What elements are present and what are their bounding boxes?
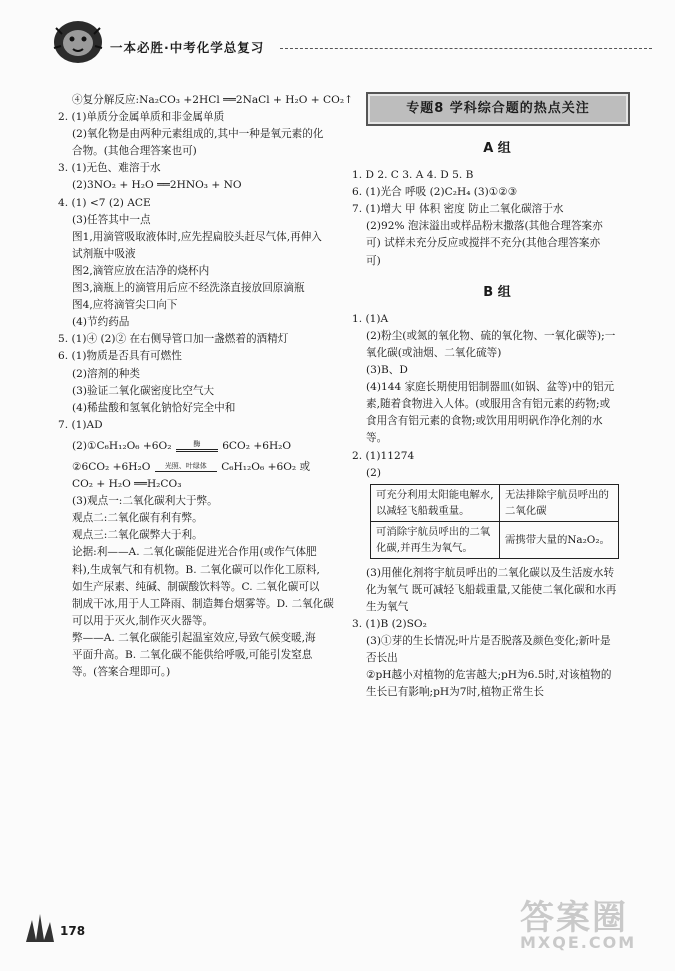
header-title: 一本必胜·中考化学总复习 — [110, 40, 265, 55]
header-divider — [280, 48, 652, 49]
text-line: 可) 试样未充分反应或搅拌不充分(其他合理答案亦 — [366, 237, 601, 250]
text-line: (3)B、D — [366, 364, 408, 377]
text-line: 合物。(其他合理答案也可) — [72, 145, 197, 158]
text-line: 6. (1)光合 呼吸 (2)C₂H₄ (3)①②③ — [352, 186, 518, 199]
text-line: 观点三:二氧化碳弊大于利。 — [72, 529, 203, 542]
text-line: 可) — [366, 254, 381, 267]
text-line: 图3,滴瓶上的滴管用后应不经洗涤直接放回原滴瓶 — [72, 282, 305, 295]
text-line: 如生产尿素、纯碱、制碳酸饮料等。C. 二氧化碳可以 — [72, 580, 320, 593]
watermark — [520, 890, 636, 952]
text-line: 2. (1)11274 — [352, 449, 415, 462]
table-cell: 需携带大量的Na₂O₂。 — [500, 521, 619, 558]
reaction-condition: 光照、叶绿体 — [164, 461, 207, 470]
right-column — [352, 92, 642, 701]
text-line: (2)粉尘(或氮的氧化物、硫的氧化物、一氧化碳等);一 — [366, 329, 616, 342]
table-row — [371, 521, 619, 558]
text-line: 3. (1)无色、难溶于水 — [58, 162, 161, 175]
equation-products: 6CO₂ +6H₂O — [222, 439, 292, 452]
equation-products: C₆H₁₂O₆ +6O₂ 或 — [221, 460, 311, 473]
text-line: 图1,用滴管吸取液体时,应先捏扁胶头赶尽气体,再伸入 — [72, 230, 322, 243]
text-line: 料),生成氧气和有机物。B. 二氧化碳可以作化工原料, — [72, 563, 320, 576]
text-line: 等。(答案合理即可。) — [72, 666, 171, 679]
text-line: 素,随着食物进入人体。(或服用含有铝元素的药物;或 — [366, 398, 611, 411]
text-line: 观点二:二氧化碳有利有弊。 — [72, 512, 203, 525]
text-line: (2)溶剂的种类 — [72, 367, 140, 380]
text-line: ④复分解反应:Na₂CO₃ +2HCl ══2NaCl + H₂O + CO₂↑ — [72, 94, 353, 106]
text-line: 4. (1) <7 (2) ACE — [58, 196, 151, 209]
text-line: 5. (1)④ (2)② 在右侧导管口加一盏燃着的酒精灯 — [58, 333, 289, 346]
text-line: 7. (1)增大 甲 体积 密度 防止二氧化碳溶于水 — [352, 203, 564, 216]
text-line: 可以用于灭火,制作灭火器等。 — [72, 614, 214, 627]
text-line: (3)①芽的生长情况;叶片是否脱落及颜色变化;新叶是 — [366, 635, 611, 648]
text-line: (2)3NO₂ + H₂O ══2HNO₃ + NO — [72, 179, 242, 192]
text-line: (3)验证二氧化碳密度比空气大 — [72, 384, 215, 397]
text-line: 图4,应将滴管尖口向下 — [72, 299, 178, 312]
reaction-arrow — [176, 440, 218, 452]
text-line: (4)稀盐酸和氢氧化钠恰好完全中和 — [72, 401, 236, 414]
reaction-arrow — [155, 462, 217, 472]
table-cell: 无法排除宇航员呼出的二氧化碳 — [500, 484, 619, 521]
text-line: 图2,滴管应放在洁净的烧杯内 — [72, 264, 210, 277]
text-line: (4)节约药品 — [72, 316, 130, 329]
text-line: (4)144 家庭长期使用铝制器皿(如锅、盆等)中的铝元 — [366, 381, 615, 394]
text-line: (2) — [366, 466, 382, 479]
text-line: 6. (1)物质是否具有可燃性 — [58, 350, 182, 363]
group-b-heading: B 组 — [483, 284, 511, 300]
page-header — [52, 18, 652, 66]
text-line: (3)用催化剂将宇航员呼出的二氧化碳以及生活废水转 — [366, 566, 615, 579]
text-line: 试剂瓶中吸液 — [72, 247, 136, 260]
comparison-table — [370, 484, 619, 559]
equation-reactants: (2)①C₆H₁₂O₆ +6O₂ — [72, 439, 172, 452]
text-line: 氧化碳(或油烟、二氧化硫等) — [366, 346, 502, 359]
text-line: 化为氧气 既可减轻飞船载重量,又能使二氧化碳和水再 — [366, 583, 617, 596]
text-line: 1. D 2. C 3. A 4. D 5. B — [352, 169, 474, 182]
equation-line — [58, 459, 338, 476]
lion-logo-icon — [52, 18, 104, 66]
text-line: 1. (1)A — [352, 312, 389, 325]
page-footer — [24, 910, 104, 950]
text-line: (3)任答其中一点 — [72, 213, 151, 226]
left-column — [58, 92, 353, 681]
text-line: (3)观点一:二氧化碳利大于弊。 — [72, 495, 218, 508]
watermark-url: MXQE.COM — [520, 933, 637, 952]
page-number: 178 — [60, 924, 86, 938]
equation-reactants: ②6CO₂ +6H₂O — [72, 460, 151, 473]
grass-ornament-icon — [24, 910, 60, 944]
text-line: CO₂ + H₂O ══H₂CO₃ — [72, 478, 182, 491]
text-line: 生为氧气 — [366, 600, 409, 613]
text-line: (2)92% 泡沫溢出或样品粉末撒落(其他合理答案亦 — [366, 220, 603, 233]
text-line: ②pH越小对植物的危害越大;pH为6.5时,对该植物的 — [366, 669, 612, 682]
text-line: 弊——A. 二氧化碳能引起温室效应,导致气候变暖,海 — [72, 631, 316, 644]
text-line: 制成干冰,用于人工降雨、制造舞台烟雾等。D. 二氧化碳 — [72, 597, 334, 610]
topic-badge: 专题8 学科综合题的热点关注 — [366, 92, 630, 126]
equation-line — [58, 438, 338, 455]
text-line: (2)氧化物是由两种元素组成的,其中一种是氧元素的化 — [72, 128, 324, 141]
text-line: 食用含有铝元素的食物;或饮用用明矾作净化剂的水 — [366, 415, 603, 428]
text-line: 3. (1)B (2)SO₂ — [352, 617, 427, 630]
text-line: 论据:利——A. 二氧化碳能促进光合作用(或作气体肥 — [72, 546, 317, 559]
text-line: 生长已有影响;pH为7时,植物正常生长 — [366, 686, 545, 699]
text-line: 2. (1)单质分金属单质和非金属单质 — [58, 111, 225, 124]
table-cell: 可消除宇航员呼出的二氧化碳,并再生为氧气。 — [371, 521, 500, 558]
text-line: 平面升高。B. 二氧化碳不能供给呼吸,可能引发窒息 — [72, 649, 313, 661]
table-row — [371, 484, 619, 521]
text-line: 7. (1)AD — [58, 418, 103, 431]
table-cell: 可充分利用太阳能电解水,以减轻飞船载重量。 — [371, 484, 500, 521]
text-line: 否长出 — [366, 652, 398, 665]
reaction-condition: 酶 — [193, 439, 201, 448]
group-a-heading: A 组 — [483, 141, 511, 156]
text-line: 等。 — [366, 432, 388, 445]
watermark-logo-text: 答案圈 — [520, 898, 628, 938]
